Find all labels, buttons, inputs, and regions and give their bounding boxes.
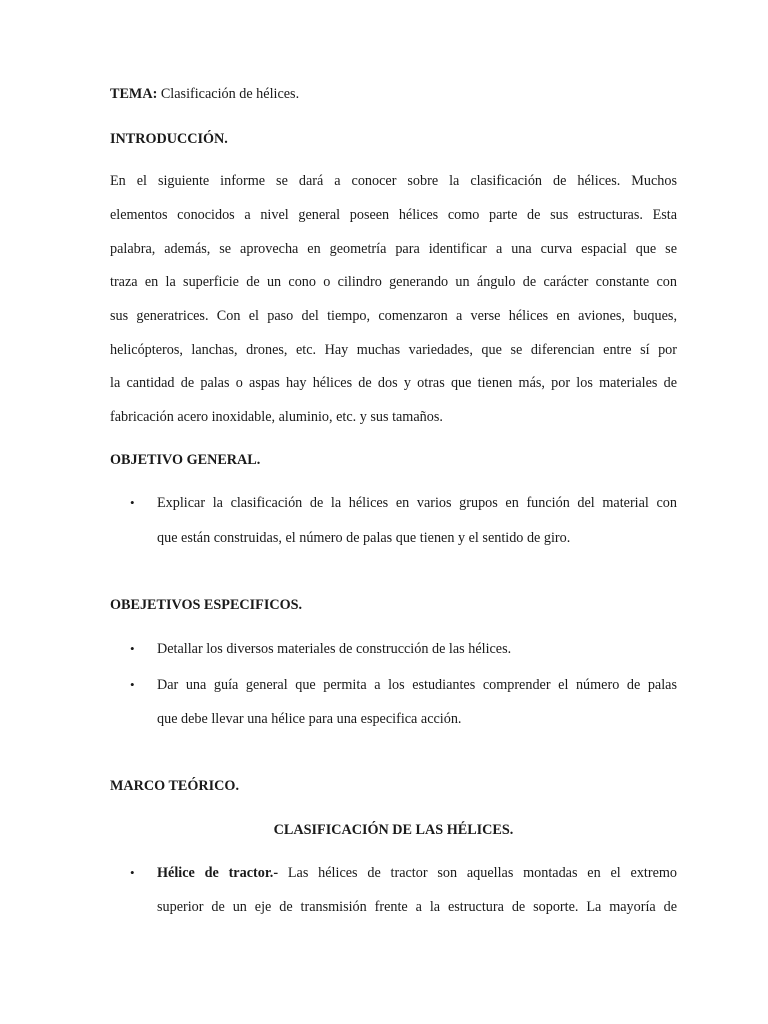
intro-line-3: palabra, además, se aprovecha en geometría para identificar a una curva espacial que se xyxy=(110,241,677,257)
intro-line-4: traza en la superficie de un cono o cilindro generando un ángulo de carácter constante con xyxy=(110,274,677,290)
objetivo-general-heading: OBJETIVO GENERAL. xyxy=(110,452,261,468)
bullet-icon: • xyxy=(130,677,135,692)
introduccion-heading: INTRODUCCIÓN. xyxy=(110,131,228,147)
objetivo-general-line-2: que están construidas, el número de palas que tienen y el sentido de giro. xyxy=(157,530,571,546)
marco-teorico-heading: MARCO TEÓRICO. xyxy=(110,778,240,794)
helice-tractor-line-2: superior de un eje de transmisión frente a la estructura de soporte. La mayoría de xyxy=(157,899,677,915)
objetivo-general-line-1: Explicar la clasificación de la hélices en varios grupos en función del material con xyxy=(157,495,677,511)
intro-line-8: fabricación acero inoxidable, aluminio, etc. y sus tamaños. xyxy=(110,409,443,425)
intro-line-7: la cantidad de palas o aspas hay hélices de dos y otras que tienen más, por los materiales de xyxy=(110,375,677,391)
clasificacion-subheading: CLASIFICACIÓN DE LAS HÉLICES. xyxy=(273,822,514,838)
intro-line-5: sus generatrices. Con el paso del tiempo, comenzaron a verse hélices en aviones, buques, xyxy=(110,308,677,324)
bullet-icon: • xyxy=(130,495,135,510)
tema-value: Clasificación de hélices. xyxy=(157,86,300,102)
helice-tractor-text-1: Las hélices de tractor son aquellas montadas en el extremo xyxy=(278,865,678,881)
document-page xyxy=(110,0,677,1024)
objetivo-especifico-1-line-1: Detallar los diversos materiales de construcción de las hélices. xyxy=(157,641,512,657)
tema-line xyxy=(110,86,299,103)
intro-line-1: En el siguiente informe se dará a conocer sobre la clasificación de hélices. Muchos xyxy=(110,173,677,189)
intro-line-6: helicópteros, lanchas, drones, etc. Hay muchas variedades, que se diferencian entre sí por xyxy=(110,342,677,358)
intro-line-2: elementos conocidos a nivel general poseen hélices como parte de sus estructuras. Esta xyxy=(110,207,677,223)
bullet-icon: • xyxy=(130,865,135,880)
tema-label: TEMA: xyxy=(110,86,158,102)
objetivos-especificos-heading: OBEJETIVOS ESPECIFICOS. xyxy=(110,597,303,613)
helice-tractor-line-1 xyxy=(157,865,677,882)
bullet-icon: • xyxy=(130,641,135,656)
helice-tractor-term: Hélice de tractor.- xyxy=(157,865,279,881)
objetivo-especifico-2-line-2: que debe llevar una hélice para una especifica acción. xyxy=(157,711,462,727)
objetivo-especifico-2-line-1: Dar una guía general que permita a los estudiantes comprender el número de palas xyxy=(157,677,677,693)
